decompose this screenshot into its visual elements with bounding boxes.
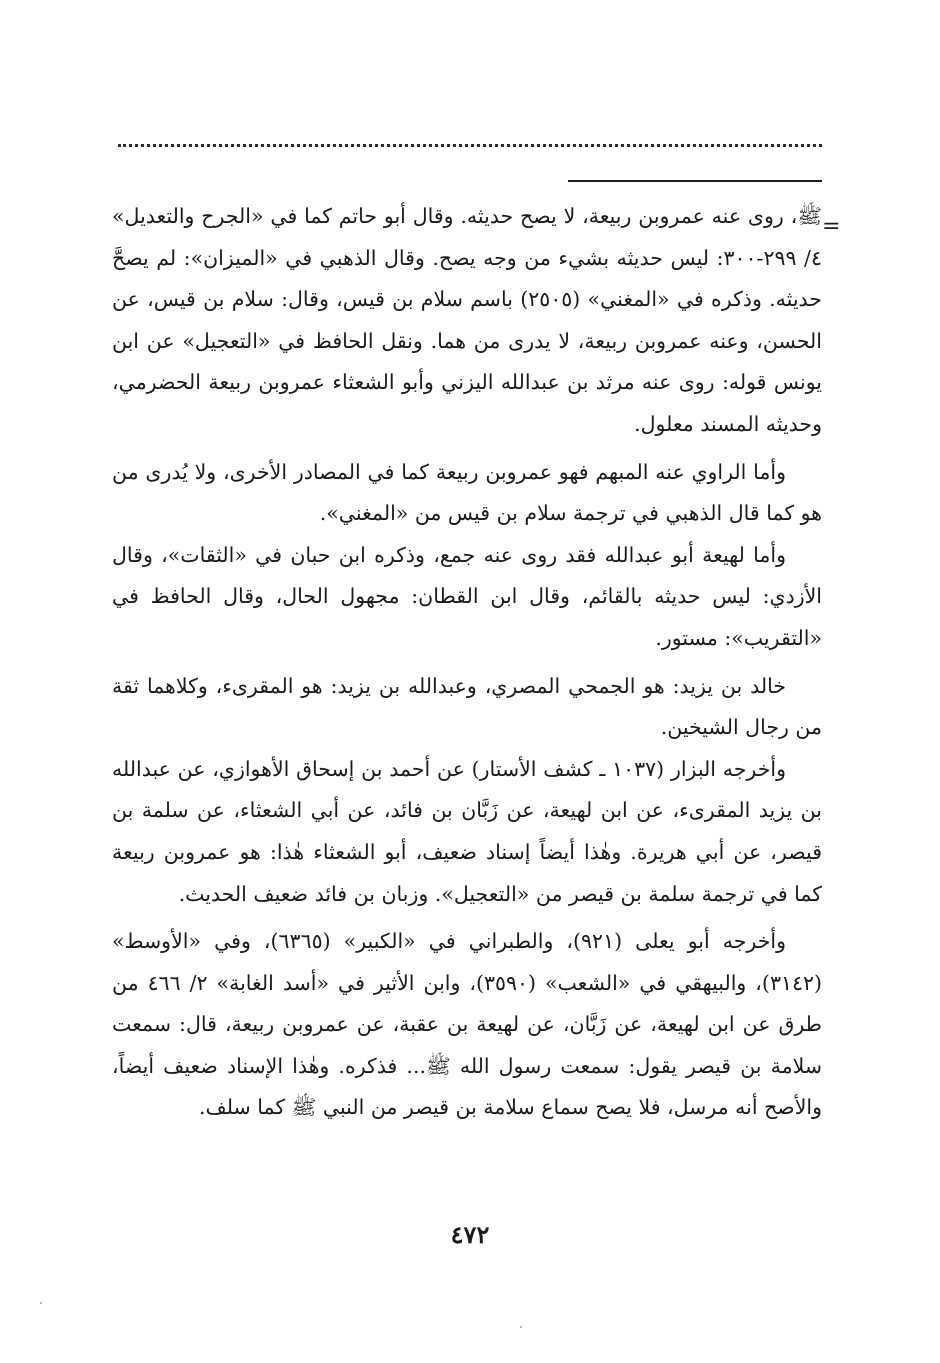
footnote-paragraph: وأما لهيعة أبو عبدالله فقد روى عنه جمع، وذكره ابن حبان في «الثقات»، وقال الأزدي: ليس حديثه بالقائم، وقال ابن القطان: مجهول الحال، وقال الحافظ في «التقريب»: مستور. bbox=[112, 542, 822, 650]
footnote-paragraph: خالد بن يزيد: هو الجمحي المصري، وعبدالله بن يزيد: هو المقرىء، وكلاهما ثقة من رجال الشيخين. bbox=[112, 673, 822, 740]
footnote-paragraph: وأخرجه أبو يعلى (٩٢١)، والطبراني في «الكبير» (٦٣٦٥)، وفي «الأوسط» (٣١٤٢)، والبيهقي في «الشعب» (٣٥٩٠)، وابن الأثير في «أسد الغابة» ٢/ ٤٦٦ من طرق عن ابن لهيعة، عن زَبَّان، عن لهيعة بن عقبة، عن عمروبن ربيعة، قال: سمعت سلامة بن قيصر يقول: سمعت رسول الله ﷺ... فذكره. وهٰذا الإسناد ضعيف أيضاً، والأصح أنه مرسل، فلا يصح سماع سلامة بن قيصر من النبي ﷺ كما سلف. bbox=[112, 929, 822, 1120]
footnote-paragraph: وأما الراوي عنه المبهم فهو عمروبن ربيعة كما في المصادر الأخرى، ولا يُدرى من هو كما قال الذهبي في ترجمة سلام بن قيس من «المغني». bbox=[112, 459, 822, 526]
footnote-paragraph: وأخرجه البزار (١٠٣٧ ـ كشف الأستار) عن أحمد بن إسحاق الأهوازي، عن عبدالله بن يزيد المقرىء، عن ابن لهيعة، عن زَبَّان بن فائد، عن أبي الشعثاء، عن سلمة بن قيصر، عن أبي هريرة. وهٰذا أيضاً إسناد ضعيف، أبو الشعثاء هٰذا: هو عمروبن ربيعة كما في ترجمة سلمة بن قيصر من «التعجيل». وزبان بن فائد ضعيف الحديث. bbox=[112, 756, 822, 906]
scan-speck bbox=[40, 1302, 42, 1304]
dotted-separator bbox=[118, 144, 822, 147]
page-number: ٤٧٢ bbox=[450, 1220, 490, 1249]
footnote-text bbox=[112, 196, 822, 1129]
footnote-paragraph: ﷺ، روى عنه عمروبن ربيعة، لا يصح حديثه. وقال أبو حاتم كما في «الجرح والتعديل» ٤/ ٢٩٩-٣٠٠: ليس حديثه بشيء من وجه يصح. وقال الذهبي في «الميزان»: لم يصحَّ حديثه. وذكره في «المغني» (٢٥٠٥) باسم سلام بن قيس، وقال: سلام بن قيس، عن الحسن، وعنه عمروبن ربيعة، لا يدرى من هما. ونقل الحافظ في «التعجيل» عن ابن يونس قوله: روى عنه مرثد بن عبدالله اليزني وأبو الشعثاء عمروبن ربيعة الحضرمي، وحديثه المسند معلول. bbox=[112, 204, 822, 436]
scan-speck bbox=[520, 1326, 522, 1328]
continuation-mark: = bbox=[822, 214, 841, 239]
footnote-rule bbox=[568, 180, 822, 182]
